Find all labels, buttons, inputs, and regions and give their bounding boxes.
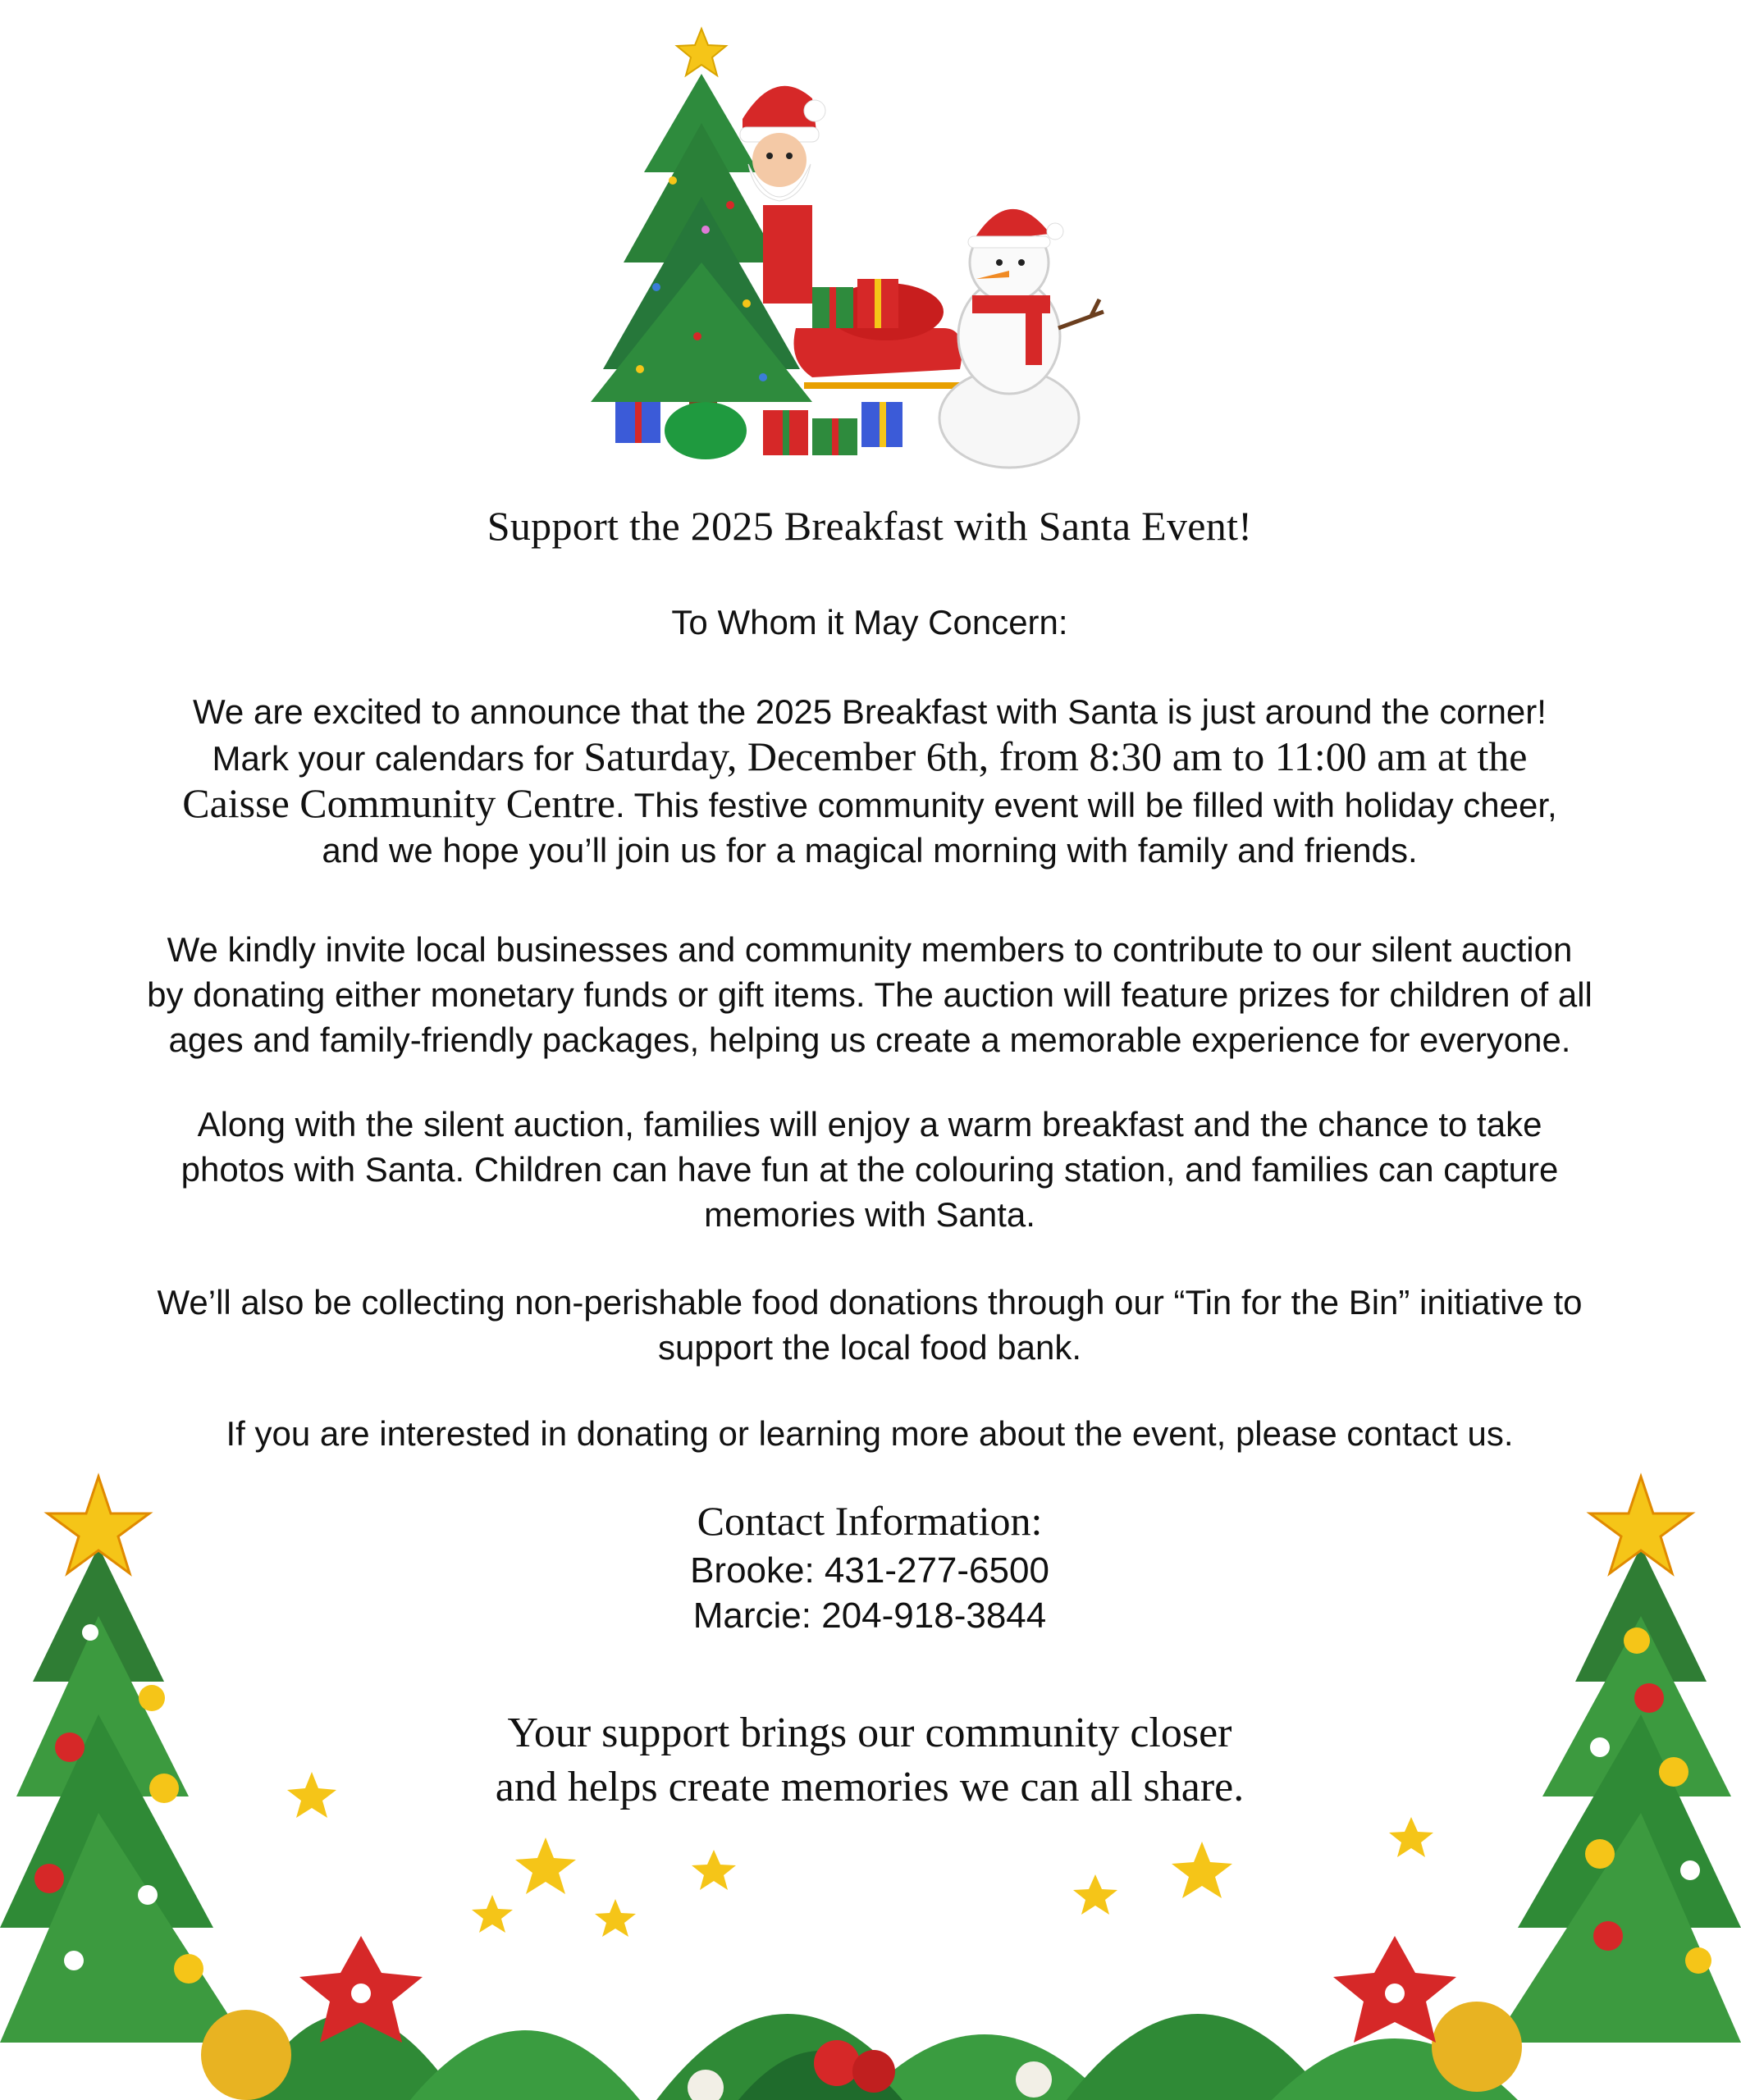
closing-line: and helps create memories we can all share.	[495, 1764, 1245, 1810]
paragraph-line	[49, 734, 1690, 781]
paragraph-activities	[49, 1102, 1690, 1237]
salutation: To Whom it May Concern:	[671, 603, 1068, 641]
paragraph-contact-request: If you are interested in donating or learning more about the event, please contact us.	[226, 1414, 1514, 1453]
snowman-icon	[939, 209, 1104, 468]
closing-message	[49, 1706, 1690, 1815]
paragraph-silent-auction	[49, 927, 1690, 1062]
paragraph-line: ages and family-friendly packages, helping us create a memorable experience for everyone.	[168, 1020, 1571, 1059]
event-venue: Caisse Community Centre	[182, 780, 615, 826]
paragraph-line: support the local food bank.	[657, 1328, 1082, 1367]
event-date-time: Saturday, December 6th, from 8:30 am to 11:00 am at the	[583, 733, 1528, 779]
poinsettia-icon	[1333, 1936, 1456, 2043]
paragraph-line: photos with Santa. Children can have fun at the colouring station, and families can capture	[180, 1150, 1559, 1189]
paragraph-line: We’ll also be collecting non-perishable food donations through our “Tin for the Bin” initiative to	[157, 1283, 1583, 1322]
contact-brooke: Brooke: 431-277-6500	[690, 1550, 1049, 1591]
text-segment: . This festive community event will be filled with holiday cheer,	[615, 786, 1557, 824]
paragraph-line	[49, 781, 1690, 828]
star-icon	[677, 29, 726, 75]
christmas-illustration	[566, 16, 1108, 476]
paragraph-announcement	[49, 689, 1690, 873]
paragraph-line: and we hope you’ll join us for a magical morning with family and friends.	[322, 831, 1418, 870]
paragraph-line: memories with Santa.	[704, 1195, 1035, 1234]
paragraph-line: We are excited to announce that the 2025 Breakfast with Santa is just around the corner!	[193, 692, 1547, 731]
paragraph-food-drive	[49, 1280, 1690, 1370]
closing-line: Your support brings our community closer	[507, 1710, 1232, 1756]
holly-garland	[201, 2002, 1522, 2100]
page-title: Support the 2025 Breakfast with Santa Event!	[487, 503, 1253, 549]
text-segment: Mark your calendars for	[212, 739, 584, 778]
contact-heading: Contact Information:	[697, 1498, 1043, 1544]
poinsettia-icon	[299, 1936, 423, 2043]
contact-marcie: Marcie: 204-918-3844	[692, 1596, 1047, 1636]
paragraph-line: Along with the silent auction, families will enjoy a warm breakfast and the chance to take	[197, 1105, 1542, 1144]
paragraph-line: by donating either monetary funds or gift items. The auction will feature prizes for children of all	[147, 975, 1592, 1014]
paragraph-line: We kindly invite local businesses and community members to contribute to our silent auction	[167, 930, 1573, 969]
santa-icon	[740, 86, 825, 304]
